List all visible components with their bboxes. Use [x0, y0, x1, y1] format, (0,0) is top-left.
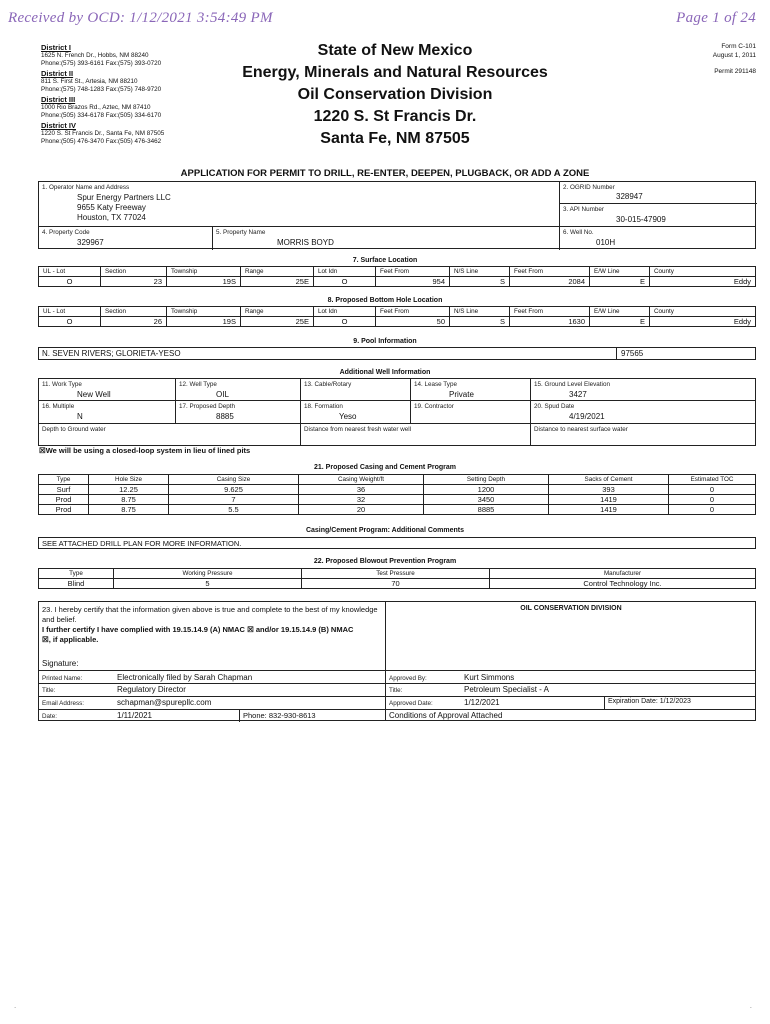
value-cell: 25E [241, 317, 314, 327]
agency-title [230, 40, 560, 150]
closed-loop-text: We will be using a closed-loop system in lieu of lined pits [45, 446, 251, 455]
operator-address [77, 193, 171, 223]
groundwater-label: Depth to Ground water [42, 426, 106, 433]
title-line: State of New Mexico [317, 42, 473, 59]
surface-header-row [39, 267, 756, 277]
cell: 5.5 [169, 505, 299, 515]
checkbox-checked-icon: ☒ [42, 635, 49, 644]
ids-column [559, 182, 756, 226]
value-cell: 26 [101, 317, 167, 327]
header-cell: Section [101, 267, 167, 277]
district-phone: Phone:(575) 748-1283 Fax:(575) 748-9720 [41, 86, 162, 93]
value-cell: E [590, 317, 650, 327]
header-cell: N/S Line [450, 307, 510, 317]
bop-header-row [39, 569, 756, 579]
email-label: Email Address: [42, 700, 84, 707]
surface-value-row [39, 277, 756, 287]
district-name: District I [41, 43, 72, 52]
conditions-text: Conditions of Approval Attached [389, 711, 503, 720]
bottom-value-row [39, 317, 756, 327]
header-cell: Feet From [376, 307, 450, 317]
approval-rows [386, 670, 756, 721]
header-cell: Estimated TOC [669, 475, 756, 485]
value-cell: O [314, 317, 376, 327]
fresh-water-label: Distance from nearest fresh water well [304, 426, 412, 433]
header-cell: Working Pressure [114, 569, 302, 579]
casing-title: 21. Proposed Casing and Cement Program [314, 464, 456, 471]
header-cell: Range [241, 307, 314, 317]
well-no-value: 010H [596, 238, 616, 247]
expiration-value: 1/12/2023 [659, 698, 691, 705]
printed-name-label: Printed Name: [42, 675, 83, 682]
well-type-value: OIL [216, 390, 229, 399]
surface-water-label: Distance to nearest surface water [534, 426, 628, 433]
header-cell: N/S Line [450, 267, 510, 277]
district-address: 1220 S. St Francis Dr., Santa Fe, NM 87505 [41, 130, 165, 137]
cell: 36 [299, 485, 424, 495]
signature-label: Signature: [42, 659, 79, 668]
date-label: Date: [42, 713, 58, 720]
certification-section [38, 601, 756, 721]
cell: Surf [39, 485, 89, 495]
district-2 [41, 69, 241, 94]
header-cell: Township [167, 267, 241, 277]
cell: Prod [39, 505, 89, 515]
casing-comments-box [38, 537, 756, 549]
multiple-label: 16. Multiple [42, 403, 75, 410]
depth-value: 8885 [216, 412, 234, 421]
title-line: 1220 S. St Francis Dr. [313, 108, 477, 125]
multiple-value: N [77, 412, 83, 421]
casing-comments-text: SEE ATTACHED DRILL PLAN FOR MORE INFORMATION. [42, 539, 242, 548]
approved-date-label: Approved Date: [389, 700, 433, 707]
value-cell: 1630 [510, 317, 590, 327]
divider [39, 683, 385, 684]
divider [386, 683, 756, 684]
divider [604, 696, 605, 709]
elevation-value: 3427 [569, 390, 587, 399]
phone-line [243, 711, 316, 720]
pool-title: 9. Pool Information [353, 338, 417, 345]
approved-by-label: Approved By: [389, 675, 427, 682]
bottom-table [38, 306, 756, 327]
district-phone: Phone:(505) 334-6178 Fax:(505) 334-6170 [41, 112, 162, 119]
header-cell: E/W Line [590, 307, 650, 317]
certify-statement: 23. I hereby certify that the information given above is true and complete to the best of my knowledge and belief. [42, 605, 378, 624]
header-cell: Township [167, 307, 241, 317]
cable-label: 13. Cable/Rotary [304, 381, 352, 388]
district-address: 811 S. First St., Artesia, NM 88210 [41, 78, 138, 85]
surface-title: 7. Surface Location [352, 257, 418, 264]
district-4 [41, 121, 241, 146]
casing-row [39, 485, 756, 495]
pool-row [38, 347, 756, 360]
received-stamp: Received by OCD: 1/12/2021 3:54:49 PM [8, 10, 273, 26]
header-cell: Manufacturer [490, 569, 756, 579]
value-cell: 23 [101, 277, 167, 287]
divider [410, 379, 411, 423]
divider [386, 696, 756, 697]
work-type-value: New Well [77, 390, 111, 399]
divider [39, 696, 385, 697]
header-cell: Type [39, 475, 89, 485]
cell: 32 [299, 495, 424, 505]
value-cell: Eddy [650, 317, 756, 327]
header-cell: E/W Line [590, 267, 650, 277]
date-value: 1/11/2021 [117, 711, 152, 720]
header-cell: Section [101, 307, 167, 317]
header-cell: Lot Idn [314, 307, 376, 317]
header-cell: Casing Size [169, 475, 299, 485]
header-cell: Feet From [510, 307, 590, 317]
expiration-line [608, 698, 691, 705]
district-address: 1000 Rio Brazos Rd., Aztec, NM 87410 [41, 104, 151, 111]
additional-title: Additional Well Information [339, 369, 431, 376]
title-line: Energy, Minerals and Natural Resources [242, 64, 548, 81]
cell: 70 [302, 579, 490, 589]
value-cell: 19S [167, 317, 241, 327]
bop-table [38, 568, 756, 589]
divider [39, 400, 756, 401]
operator-line: 9655 Katy Freeway [77, 203, 146, 212]
header-cell: UL - Lot [39, 267, 101, 277]
api-label: 3. API Number [563, 206, 604, 213]
certify-compliance-a: I further certify I have complied with 19.15.14.9 (A) NMAC [42, 625, 245, 634]
cell: 1419 [549, 505, 669, 515]
value-cell: 954 [376, 277, 450, 287]
header-cell: County [650, 307, 756, 317]
checkbox-checked-icon: ☒ [39, 446, 46, 455]
divider [560, 203, 757, 204]
cell: 0 [669, 495, 756, 505]
district-phone: Phone:(505) 476-3470 Fax:(505) 476-3462 [41, 138, 162, 145]
property-row [39, 226, 756, 249]
title-line: Santa Fe, NM 87505 [320, 130, 470, 147]
header-cell: Feet From [376, 267, 450, 277]
casing-row [39, 495, 756, 505]
district-name: District IV [41, 121, 77, 130]
district-3 [41, 95, 241, 120]
district-name: District II [41, 69, 74, 78]
divider [386, 709, 756, 710]
bop-row [39, 579, 756, 589]
closed-loop-line [39, 446, 250, 455]
header-cell: Sacks of Cement [549, 475, 669, 485]
value-cell: Eddy [650, 277, 756, 287]
elevation-label: 15. Ground Level Elevation [534, 381, 610, 388]
cell: 8885 [424, 505, 549, 515]
divider [175, 379, 176, 423]
divider [530, 379, 531, 446]
district-address: 1625 N. French Dr., Hobbs, NM 88240 [41, 52, 149, 59]
district-name: District III [41, 95, 76, 104]
ogrid-value: 328947 [616, 192, 643, 201]
form-date: August 1, 2011 [712, 51, 756, 59]
value-cell: 19S [167, 277, 241, 287]
value-cell: O [314, 277, 376, 287]
value-cell: O [39, 277, 101, 287]
cell: 12.25 [89, 485, 169, 495]
bop-title: 22. Proposed Blowout Prevention Program [313, 558, 457, 565]
value-cell: E [590, 277, 650, 287]
filer-rows [39, 670, 385, 721]
lease-value: Private [449, 390, 474, 399]
prop-name-cell [212, 227, 559, 250]
cell: 1419 [549, 495, 669, 505]
divider [239, 709, 240, 722]
prop-code-label: 4. Property Code [42, 229, 90, 236]
district-1 [41, 43, 241, 68]
phone-label: Phone: [243, 711, 267, 720]
operator-section [38, 181, 756, 249]
value-cell: O [39, 317, 101, 327]
additional-section [38, 378, 756, 446]
header-cell: Hole Size [89, 475, 169, 485]
certify-text [42, 605, 382, 645]
ogrid-label: 2. OGRID Number [563, 184, 615, 191]
title-value: Regulatory Director [117, 685, 186, 694]
contractor-label: 19. Contractor [414, 403, 454, 410]
spud-label: 20. Spud Date [534, 403, 575, 410]
cell: 8.75 [89, 495, 169, 505]
casing-comments-title: Casing/Cement Program: Additional Comments [305, 527, 465, 534]
divider [300, 379, 301, 446]
api-value: 30-015-47909 [616, 215, 666, 224]
cell: 0 [669, 505, 756, 515]
value-cell: 25E [241, 277, 314, 287]
email-value: schapman@spurepllc.com [117, 698, 212, 707]
approved-by-value: Kurt Simmons [464, 673, 515, 682]
value-cell: S [450, 317, 510, 327]
district-phone: Phone:(575) 393-6161 Fax:(575) 393-0720 [41, 60, 162, 67]
footer-mark: . [14, 1001, 17, 1010]
cell: 0 [669, 485, 756, 495]
lease-label: 14. Lease Type [414, 381, 457, 388]
surface-table [38, 266, 756, 287]
title-line: Oil Conservation Division [297, 86, 493, 103]
approved-date-value: 1/12/2021 [464, 698, 500, 707]
casing-row [39, 505, 756, 515]
casing-header-row [39, 475, 756, 485]
header-cell: Setting Depth [424, 475, 549, 485]
cell: 8.75 [89, 505, 169, 515]
operator-label: 1. Operator Name and Address [42, 184, 130, 191]
cell: Blind [39, 579, 114, 589]
formation-label: 18. Formation [304, 403, 343, 410]
well-no-cell [559, 227, 756, 250]
pool-code: 97565 [621, 349, 644, 358]
value-cell: 50 [376, 317, 450, 327]
header-cell: UL - Lot [39, 307, 101, 317]
footer-mark: . [749, 1001, 752, 1010]
page-number: Page 1 of 24 [676, 10, 756, 26]
certify-applicable: , if applicable. [48, 635, 99, 644]
cell: 9.625 [169, 485, 299, 495]
pool-name: N. SEVEN RIVERS; GLORIETA-YESO [42, 349, 181, 358]
expiration-label: Expiration Date: [608, 698, 658, 705]
phone-value: 832-930-8613 [268, 711, 316, 720]
form-number-block [713, 43, 756, 77]
well-no-label: 6. Well No. [563, 229, 594, 236]
cell: 393 [549, 485, 669, 495]
form-number: Form C-101 [721, 43, 756, 50]
header-cell: Test Pressure [302, 569, 490, 579]
permit-number: Permit 291148 [714, 68, 756, 75]
operator-line: Houston, TX 77024 [77, 213, 146, 222]
cell: 3450 [424, 495, 549, 505]
casing-table [38, 474, 756, 515]
header-cell: Casing Weight/ft [299, 475, 424, 485]
approver-title-value: Petroleum Specialist - A [464, 685, 549, 694]
cell: Prod [39, 495, 89, 505]
well-type-label: 12. Well Type [179, 381, 217, 388]
header-cell: Lot Idn [314, 267, 376, 277]
cell: 5 [114, 579, 302, 589]
prop-code-value: 329967 [77, 238, 104, 247]
prop-name-label: 5. Property Name [216, 229, 266, 236]
header-cell: Feet From [510, 267, 590, 277]
cell: 20 [299, 505, 424, 515]
bottom-header-row [39, 307, 756, 317]
header-cell: Range [241, 267, 314, 277]
prop-name-value: MORRIS BOYD [277, 238, 334, 247]
pool-code-cell [616, 348, 756, 360]
cell: 1200 [424, 485, 549, 495]
header-cell: Type [39, 569, 114, 579]
cell: 7 [169, 495, 299, 505]
cell: Control Technology Inc. [490, 579, 756, 589]
value-cell: S [450, 277, 510, 287]
divider [39, 709, 385, 710]
divider [39, 423, 756, 424]
application-title: APPLICATION FOR PERMIT TO DRILL, RE-ENTER, DEEPEN, PLUGBACK, OR ADD A ZONE [180, 168, 590, 179]
ocd-heading: OIL CONSERVATION DIVISION [520, 605, 622, 612]
value-cell: 2084 [510, 277, 590, 287]
title-label: Title: [42, 687, 56, 694]
operator-line: Spur Energy Partners LLC [77, 193, 171, 202]
checkbox-checked-icon: ☒ [247, 625, 254, 634]
work-type-label: 11. Work Type [42, 381, 82, 388]
certify-compliance-b: and/or 19.15.14.9 (B) NMAC [255, 625, 354, 634]
spud-value: 4/19/2021 [569, 412, 605, 421]
printed-name-value: Electronically filed by Sarah Chapman [117, 673, 253, 682]
district-list [41, 43, 241, 146]
depth-label: 17. Proposed Depth [179, 403, 236, 410]
header-cell: County [650, 267, 756, 277]
bottom-title: 8. Proposed Bottom Hole Location [327, 297, 443, 304]
approver-title-label: Title: [389, 687, 403, 694]
formation-value: Yeso [339, 412, 357, 421]
